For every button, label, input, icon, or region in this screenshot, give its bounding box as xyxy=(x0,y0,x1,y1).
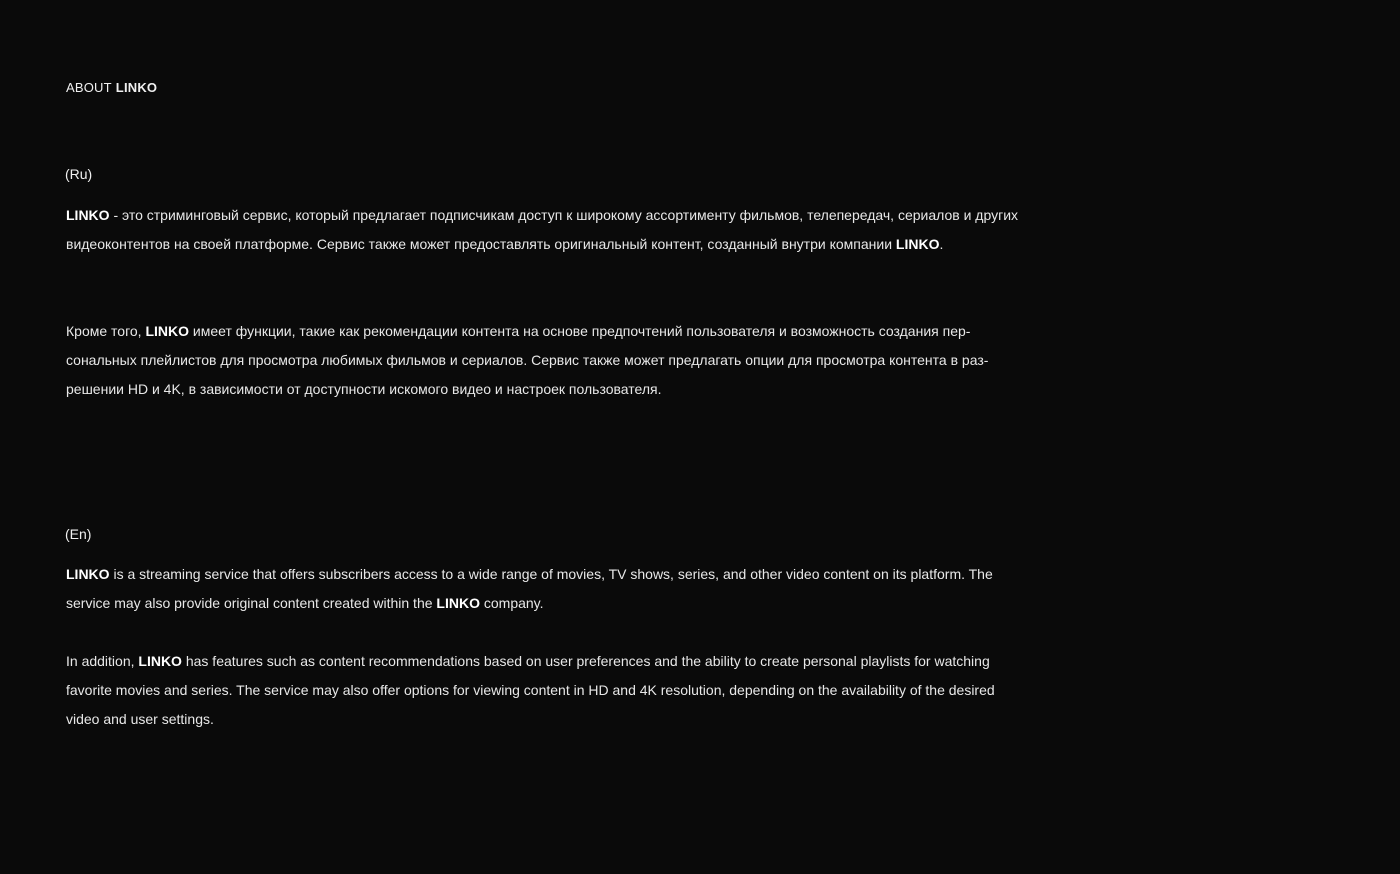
brand-name: LINKO xyxy=(145,323,189,339)
header-about-label: ABOUT xyxy=(66,80,112,95)
paragraph-text: - это стриминговый сервис, который предлагает подписчикам доступ к широкому ассортименту фильмов, телепередач, сериалов и других видеоконтентов на своей платформе. Сервис также может предоставлять оригинальный контент, созданный внутри компании xyxy=(66,207,1019,252)
paragraph-text: In addition, xyxy=(66,653,139,669)
paragraph-text: is a streaming service that offers subscribers access to a wide range of movies, TV shows, series, and other video content on its platform. The service may also provide original content created within the xyxy=(66,566,993,611)
page-header xyxy=(66,80,157,95)
paragraph-text: . xyxy=(939,236,944,252)
paragraph-text: has features such as content recommendations based on user preferences and the ability to create personal playlists for watching favorite movies and series. The service may also offer options for viewing content in HD and 4K resolution, depending on the availability of the desired video and user settings. xyxy=(66,653,995,727)
brand-name: LINKO xyxy=(436,595,480,611)
paragraph-text: company. xyxy=(479,595,544,611)
paragraph-text: Кроме того, xyxy=(66,323,146,339)
brand-name: LINKO xyxy=(138,653,182,669)
russian-paragraph-2 xyxy=(66,317,1026,404)
russian-section-label: (Ru) xyxy=(65,166,93,182)
header-brand-label: LINKO xyxy=(115,80,158,95)
paragraph-text: имеет функции, такие как рекомендации контента на основе предпочтений пользователя и возможность создания персональных плейлистов для просмотра любимых фильмов и сериалов. Сервис также может предлагать опции для просмотра контента в разрешении HD и 4K, в зависимости от доступности искомого видео и настроек пользователя. xyxy=(66,323,989,397)
russian-paragraph-1 xyxy=(66,201,1026,259)
brand-name: LINKO xyxy=(66,207,110,223)
english-section-label: (En) xyxy=(65,526,92,542)
brand-name: LINKO xyxy=(895,236,940,252)
english-paragraph-2 xyxy=(66,647,1026,734)
brand-name: LINKO xyxy=(66,566,110,582)
english-paragraph-1 xyxy=(66,560,1026,618)
